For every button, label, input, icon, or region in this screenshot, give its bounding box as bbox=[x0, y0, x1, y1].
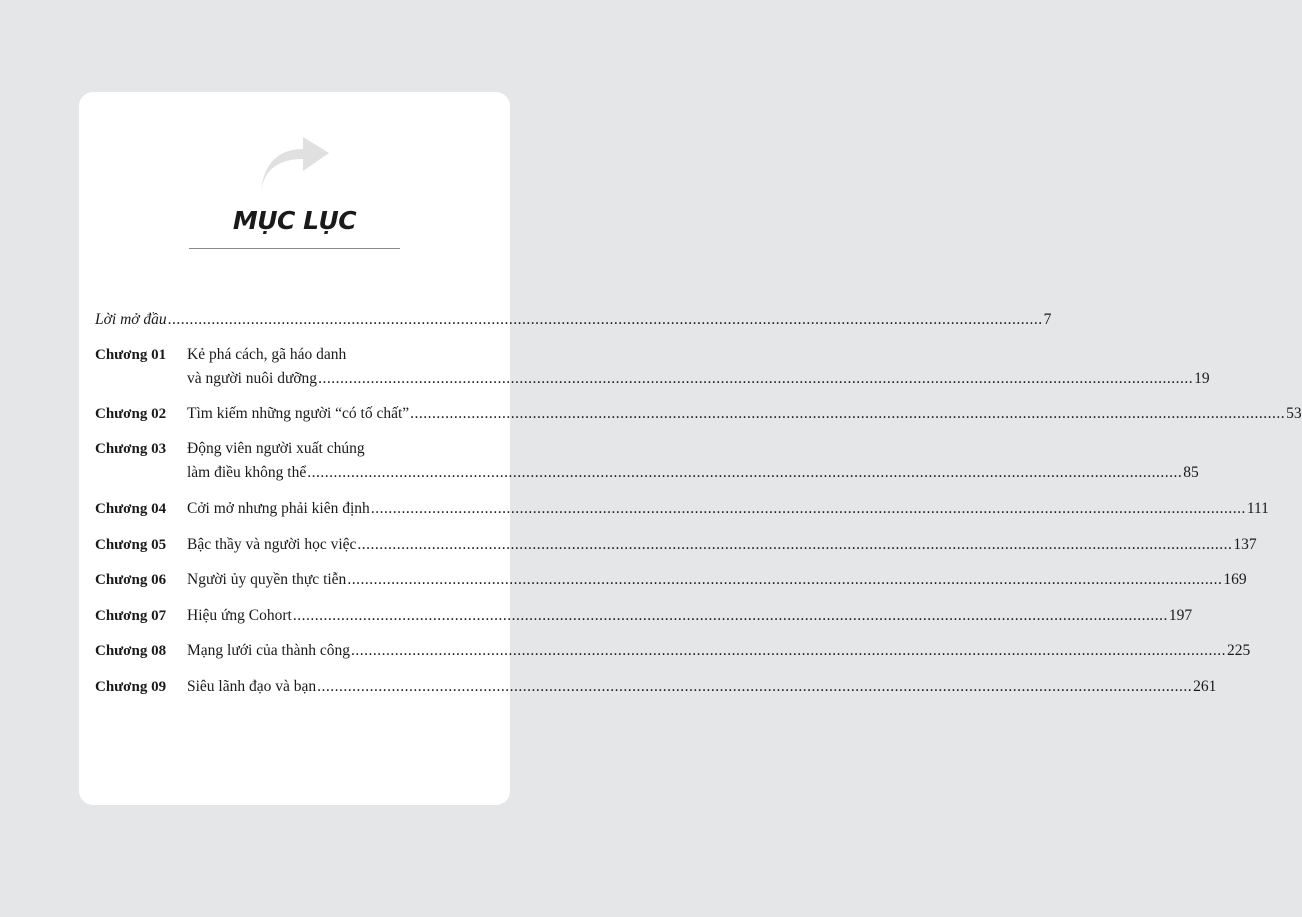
page-number: 197 bbox=[1168, 607, 1193, 624]
leader-dots: ........................................................................................................................................................................................................ bbox=[167, 311, 1043, 328]
leader-dots: ........................................................................................................................................................................................................ bbox=[410, 405, 1286, 422]
chapter-label: Chương 01 bbox=[95, 347, 167, 363]
chapter-label: Chương 05 bbox=[95, 537, 167, 553]
leader-dots: ........................................................................................................................................................................................................ bbox=[350, 642, 1226, 659]
page-number: 53 bbox=[1286, 405, 1302, 422]
chapter-label: Chương 09 bbox=[95, 679, 167, 695]
page-title: MỤC LỤC bbox=[232, 206, 357, 235]
page-number: 261 bbox=[1193, 678, 1217, 695]
entry-title-line: Siêu lãnh đạo và bạn bbox=[187, 678, 317, 695]
chapter-label: Chương 08 bbox=[95, 643, 167, 659]
leader-dots: ........................................................................................................................................................................................................ bbox=[347, 571, 1223, 588]
entry-title-line: Tìm kiếm những người “có tố chất” bbox=[187, 405, 410, 422]
page-number: 169 bbox=[1223, 571, 1247, 588]
entry-title: Lời mở đầu bbox=[95, 311, 167, 328]
entry-title-line: và người nuôi dưỡng bbox=[187, 370, 318, 387]
leader-dots: ........................................................................................................................................................................................................ bbox=[317, 678, 1193, 695]
page-number: 7 bbox=[1043, 311, 1052, 328]
page-number: 225 bbox=[1226, 642, 1251, 659]
chapter-label: Chương 03 bbox=[95, 441, 167, 457]
page-number: 85 bbox=[1183, 464, 1199, 481]
chapter-label: Chương 06 bbox=[95, 572, 167, 588]
entry-title-line: Động viên người xuất chúng bbox=[187, 440, 365, 457]
title-divider bbox=[189, 248, 400, 249]
entry-title-line: Người ủy quyền thực tiễn bbox=[187, 571, 347, 588]
page-number: 137 bbox=[1233, 536, 1257, 553]
leader-dots: ........................................................................................................................................................................................................ bbox=[370, 500, 1246, 517]
chapter-label: Chương 04 bbox=[95, 501, 167, 517]
entry-title-line: làm điều không thể bbox=[187, 464, 307, 481]
page-number: 19 bbox=[1194, 370, 1210, 387]
entry-title-line: Cởi mở nhưng phải kiên định bbox=[187, 500, 370, 517]
toc-card bbox=[79, 92, 1302, 805]
leader-dots: ........................................................................................................................................................................................................ bbox=[307, 464, 1183, 481]
chapter-label: Chương 02 bbox=[95, 406, 167, 422]
chapter-label: Chương 07 bbox=[95, 608, 167, 624]
entry-title-line: Hiệu ứng Cohort bbox=[187, 607, 292, 624]
leader-dots: ........................................................................................................................................................................................................ bbox=[318, 370, 1194, 387]
entry-title-line: Bậc thầy và người học việc bbox=[187, 536, 357, 553]
entry-title-line: Kẻ phá cách, gã háo danh bbox=[187, 346, 347, 363]
page-number: 111 bbox=[1246, 500, 1269, 517]
leader-dots: ........................................................................................................................................................................................................ bbox=[357, 536, 1233, 553]
leader-dots: ........................................................................................................................................................................................................ bbox=[292, 607, 1168, 624]
arrow-icon bbox=[257, 137, 331, 195]
entry-title-line: Mạng lưới của thành công bbox=[187, 642, 350, 659]
